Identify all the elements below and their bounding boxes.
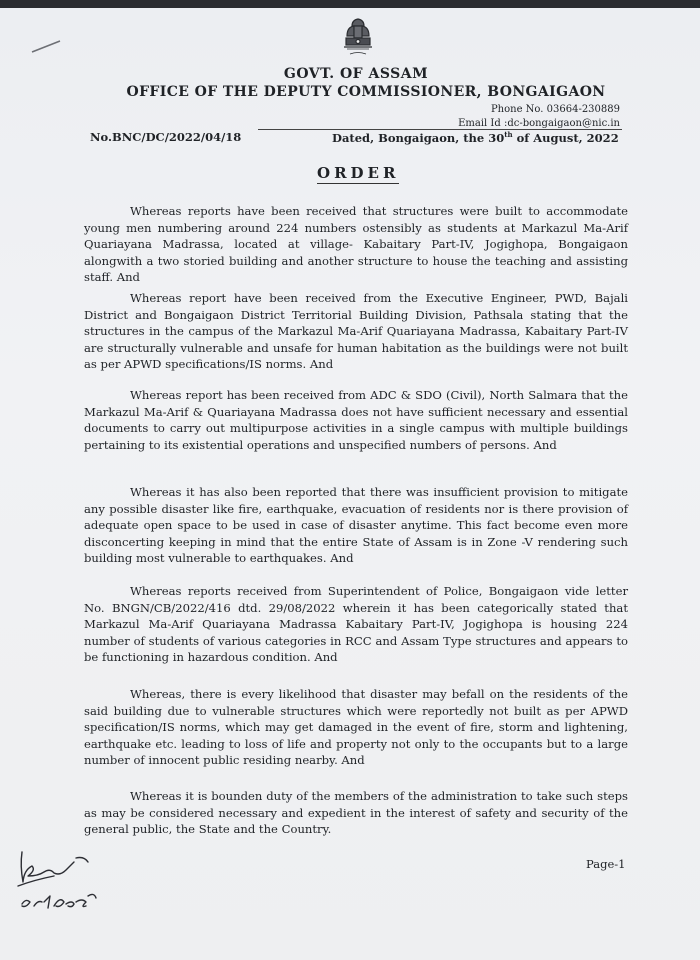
office-heading: OFFICE OF THE DEPUTY COMMISSIONER, BONGAIGAON xyxy=(126,84,606,100)
handwritten-signature xyxy=(14,846,114,918)
government-heading: GOVT. OF ASSAM xyxy=(283,66,429,82)
paragraph: Whereas reports have been received that structures were built to accommodate young men numbering around 224 numbers ostensibly as students at Markazul Ma-Arif Quariayana Madrassa, located at village- Kabaitary Part-IV, Jogighopa, Bongaigaon alongwith a two storied building and another structure to house the teaching and assisting staff. And xyxy=(84,204,628,284)
pen-mark xyxy=(30,38,64,54)
reference-number: No.BNC/DC/2022/04/18 xyxy=(90,130,242,144)
scan-edge xyxy=(0,0,700,8)
date-line xyxy=(332,130,619,145)
paragraph: Whereas report has been received from ADC & SDO (Civil), North Salmara that the Markazul Ma-Arif & Quariayana Madrassa does not have sufficient necessary and essential documents to carry out multipurpose activities in a single campus with multiple buildings pertaining to its existential operations and unspecified numbers of persons. And xyxy=(84,388,628,452)
date-prefix: Dated, Bongaigaon, the 30 xyxy=(332,130,505,145)
date-ordinal: th xyxy=(504,130,513,139)
order-title: ORDER xyxy=(317,164,400,182)
paragraph: Whereas, there is every likelihood that disaster may befall on the residents of the said building due to vulnerable structures which were reportedly not built as per APWD specification/IS norms, which may get damaged in the event of fire, storm and lightening, earthquake etc. leading to loss of life and property not only to the occupants but to a large number of innocent public residing nearby. And xyxy=(84,687,628,767)
page-number: Page-1 xyxy=(586,857,626,871)
email-address: Email Id :dc-bongaigaon@nic.in xyxy=(458,118,620,129)
paragraph: Whereas it has also been reported that there was insufficient provision to mitigate any possible disaster like fire, earthquake, evacuation of residents nor is there provision of adequate open space to be used in case of disaster anytime. This fact become even more disconcerting keeping in mind that the entire State of Assam is in Zone -V rendering such building most vulnerable to earthquakes. And xyxy=(84,485,628,565)
paragraph: Whereas it is bounden duty of the members of the administration to take such steps as may be considered necessary and expedient in the interest of safety and security of the general public, the State and the Country. xyxy=(84,789,628,836)
national-emblem-icon xyxy=(338,16,378,64)
paragraph: Whereas reports received from Superintendent of Police, Bongaigaon vide letter No. BNGN/CB/2022/416 dtd. 29/08/2022 wherein it has been categorically stated that Markazul Ma-Arif Quariayana Madrassa Kabaitary Part-IV, Jogighopa is housing 224 number of students of various categories in RCC and Assam Type structures and appears to be functioning in hazardous condition. And xyxy=(84,584,628,664)
date-suffix: of August, 2022 xyxy=(512,130,619,145)
paragraph: Whereas report have been received from the Executive Engineer, PWD, Bajali District and Bongaigaon District Territorial Building Division, Pathsala stating that the structures in the campus of the Markazul Ma-Arif Quariayana Madrassa, Kabaitary Part-IV are structurally vulnerable and unsafe for human habitation as the buildings were not built as per APWD specifications/IS norms. And xyxy=(84,291,628,371)
phone-number: Phone No. 03664-230889 xyxy=(490,104,620,115)
